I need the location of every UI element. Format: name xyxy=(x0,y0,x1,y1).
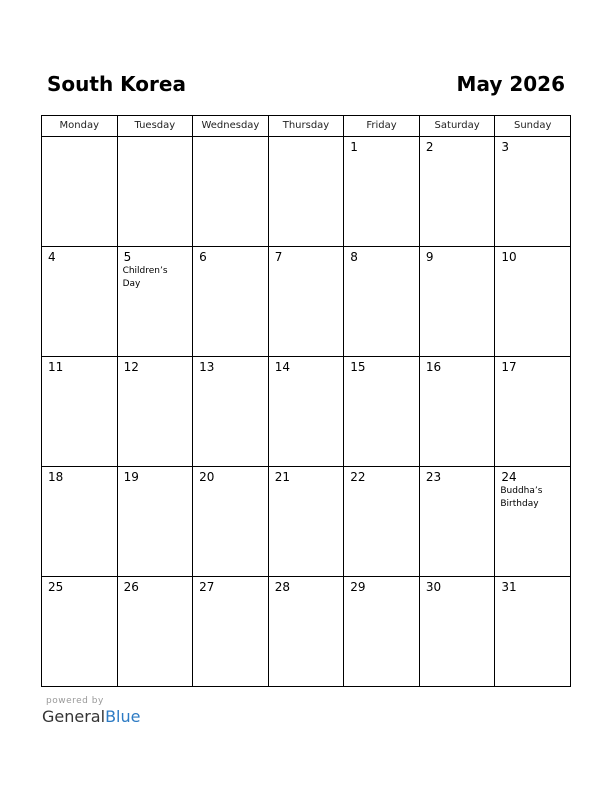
week-row xyxy=(42,247,571,357)
day-number: 17 xyxy=(501,360,517,374)
day-number: 8 xyxy=(350,250,358,264)
day-cell xyxy=(42,247,118,357)
day-number: 19 xyxy=(123,470,139,484)
day-cell xyxy=(344,577,420,687)
day-cell xyxy=(495,247,571,357)
day-cell xyxy=(117,577,193,687)
day-number: 21 xyxy=(274,470,290,484)
month-year-title: May 2026 xyxy=(456,72,565,96)
calendar-grid xyxy=(41,115,571,687)
day-number: 22 xyxy=(350,470,366,484)
day-number: 6 xyxy=(199,250,207,264)
day-number: 20 xyxy=(199,470,215,484)
weekday-header: Monday xyxy=(42,116,118,137)
day-number: 3 xyxy=(501,140,510,154)
weekday-header: Friday xyxy=(344,116,420,137)
day-cell xyxy=(193,467,269,577)
day-number: 27 xyxy=(199,580,215,594)
day-cell xyxy=(193,137,269,247)
day-cell xyxy=(419,467,495,577)
day-cell xyxy=(117,467,193,577)
day-number: 29 xyxy=(350,580,366,594)
footer-branding xyxy=(42,696,140,727)
week-row xyxy=(42,467,571,577)
day-cell xyxy=(495,577,571,687)
week-row xyxy=(42,577,571,687)
weekday-header: Tuesday xyxy=(117,116,193,137)
day-number: 28 xyxy=(274,580,290,594)
day-cell xyxy=(193,247,269,357)
powered-by-text: powered by xyxy=(46,696,104,706)
day-number: 13 xyxy=(199,360,215,374)
weekday-header: Wednesday xyxy=(193,116,269,137)
day-cell xyxy=(117,357,193,467)
day-number: 14 xyxy=(274,360,290,374)
day-number: 5 xyxy=(123,250,132,264)
day-number: 4 xyxy=(48,250,56,264)
day-number: 24 xyxy=(501,470,517,484)
day-cell xyxy=(495,137,571,247)
day-cell xyxy=(495,467,571,577)
day-cell xyxy=(419,137,495,247)
country-title: South Korea xyxy=(47,72,186,96)
weekday-header-row xyxy=(42,116,571,137)
day-number: 12 xyxy=(123,360,139,374)
day-cell xyxy=(42,137,118,247)
day-cell xyxy=(344,357,420,467)
day-cell xyxy=(193,577,269,687)
week-row xyxy=(42,357,571,467)
logo-blue-text: Blue xyxy=(105,707,141,726)
day-cell xyxy=(344,467,420,577)
generalblue-logo xyxy=(42,707,140,727)
day-cell xyxy=(268,247,344,357)
day-cell xyxy=(268,357,344,467)
holiday-label: Buddha’s Birthday xyxy=(500,486,543,509)
weekday-header: Thursday xyxy=(268,116,344,137)
day-number: 11 xyxy=(48,360,64,374)
holiday-label: Children’s Day xyxy=(122,266,168,289)
day-cell xyxy=(268,577,344,687)
weekday-header: Sunday xyxy=(495,116,571,137)
day-number: 7 xyxy=(274,250,283,264)
logo-general-text: General xyxy=(42,707,106,726)
day-number: 25 xyxy=(48,580,64,594)
day-cell xyxy=(495,357,571,467)
day-cell xyxy=(419,357,495,467)
weekday-header: Saturday xyxy=(419,116,495,137)
day-number: 1 xyxy=(350,140,358,154)
day-cell xyxy=(344,247,420,357)
day-number: 18 xyxy=(48,470,64,484)
day-number: 26 xyxy=(123,580,139,594)
day-cell xyxy=(42,577,118,687)
day-number: 2 xyxy=(425,140,434,154)
day-cell xyxy=(42,357,118,467)
day-cell xyxy=(42,467,118,577)
day-cell xyxy=(117,137,193,247)
week-row xyxy=(42,137,571,247)
day-cell xyxy=(193,357,269,467)
day-cell xyxy=(344,137,420,247)
day-cell xyxy=(419,577,495,687)
day-cell xyxy=(117,247,193,357)
day-number: 9 xyxy=(425,250,434,264)
day-number: 15 xyxy=(350,360,366,374)
day-number: 23 xyxy=(425,470,442,484)
day-number: 30 xyxy=(425,580,442,594)
day-cell xyxy=(419,247,495,357)
day-number: 16 xyxy=(425,360,442,374)
day-number: 31 xyxy=(501,580,517,594)
day-cell xyxy=(268,467,344,577)
day-number: 10 xyxy=(501,250,517,264)
day-cell xyxy=(268,137,344,247)
